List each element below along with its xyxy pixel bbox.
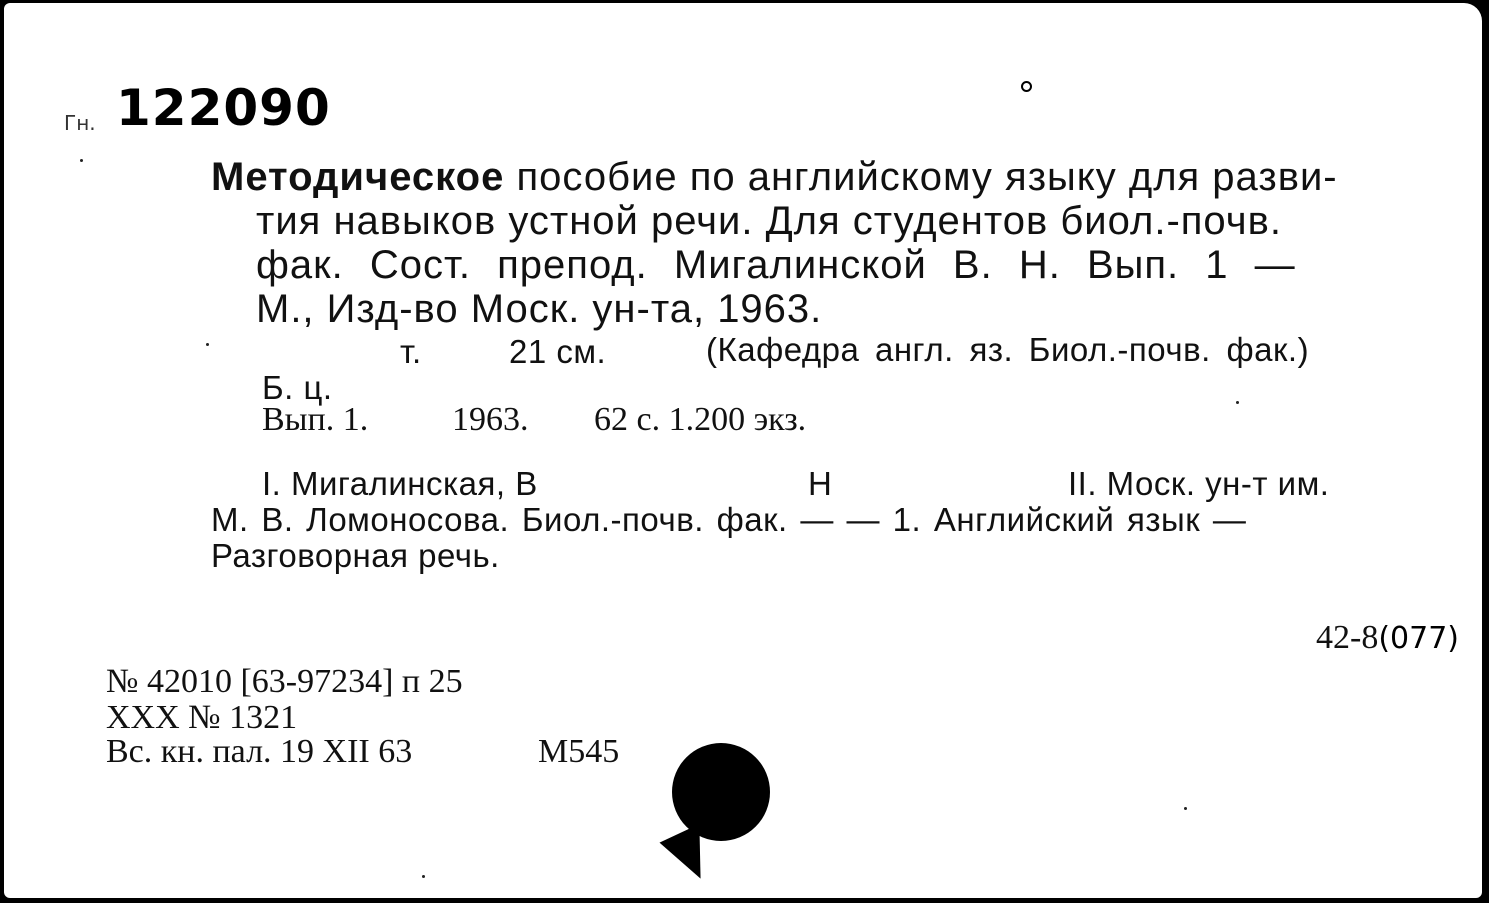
- tracing-author: I. Мигалинская, В: [262, 465, 538, 502]
- title-line-2: тия навыков устной речи. Для студентов биол.-почв.: [256, 199, 1282, 243]
- tracing-line-3: Разговорная речь.: [211, 537, 500, 574]
- classification-handwritten: (077): [1378, 621, 1459, 656]
- classification-code: [1316, 619, 1459, 657]
- physical-t: т.: [400, 333, 422, 370]
- title-line-3: фак. Сост. препод. Мигалинской В. Н. Вып. 1 —: [256, 243, 1296, 287]
- record-line-2: XXX № 1321: [106, 699, 298, 736]
- title-line-4: М., Изд-во Моск. ун-та, 1963.: [256, 287, 823, 331]
- tracing-initial: Н: [808, 465, 833, 502]
- record-line-3: Вс. кн. пал. 19 XII 63: [106, 733, 413, 770]
- catalog-card: [4, 3, 1482, 898]
- handwritten-prefix: Гн.: [64, 111, 96, 135]
- classification-number: 42-8: [1316, 619, 1379, 656]
- punched-hole: [672, 743, 770, 841]
- physical-size: 21 см.: [509, 333, 607, 370]
- title-line-1-rest: пособие по английскому языку для разви-: [504, 155, 1338, 199]
- title-line-1: [211, 155, 1338, 199]
- price-note: Б. ц.: [262, 369, 333, 406]
- record-code: М545: [538, 733, 620, 770]
- issue-extent: 62 с. 1.200 экз.: [594, 401, 807, 438]
- tracing-line-2: М. В. Ломоносова. Биол.-почв. фак. — — 1. Английский язык —: [211, 501, 1247, 538]
- speck: [422, 875, 425, 878]
- series-note: (Кафедра англ. яз. Биол.-почв. фак.): [706, 331, 1310, 368]
- issue-year: 1963.: [452, 401, 529, 438]
- speck: [1184, 807, 1187, 810]
- speck: [206, 343, 209, 346]
- speck: [80, 159, 83, 162]
- record-line-1: № 42010 [63-97234] п 25: [106, 663, 463, 700]
- issue-label: Вып. 1.: [262, 401, 369, 438]
- title-heading-word: Методическое: [211, 155, 505, 199]
- speck-ring: [1021, 81, 1032, 92]
- accession-number: 122090: [116, 79, 331, 137]
- speck: [1236, 401, 1239, 404]
- tracing-corporate: II. Моск. ун-т им.: [1068, 465, 1330, 502]
